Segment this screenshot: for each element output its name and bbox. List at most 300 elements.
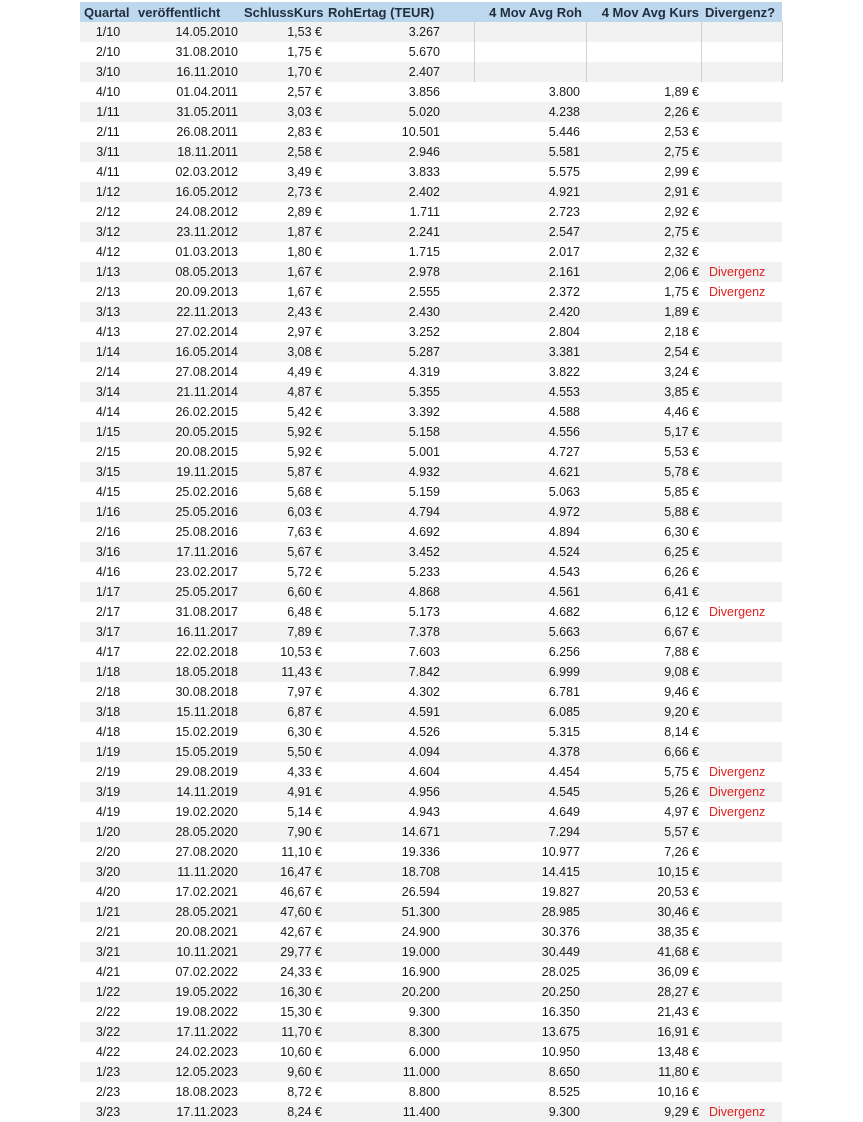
cell-veroeffentlicht[interactable]: 17.11.2022 (136, 1022, 242, 1042)
cell-mov-avg-roh[interactable]: 2.017 (474, 242, 586, 262)
cell-veroeffentlicht[interactable]: 20.08.2021 (136, 922, 242, 942)
cell-veroeffentlicht[interactable]: 02.03.2012 (136, 162, 242, 182)
cell-quartal[interactable]: 1/13 (80, 262, 136, 282)
cell-schlusskurs[interactable]: 5,87 € (242, 462, 326, 482)
cell-empty[interactable] (444, 662, 474, 682)
cell-mov-avg-kurs[interactable]: 16,91 € (586, 1022, 701, 1042)
cell-mov-avg-kurs[interactable]: 9,46 € (586, 682, 701, 702)
cell-rohertrag[interactable]: 5.158 (326, 422, 444, 442)
cell-veroeffentlicht[interactable]: 23.02.2017 (136, 562, 242, 582)
cell-veroeffentlicht[interactable]: 24.02.2023 (136, 1042, 242, 1062)
cell-divergenz[interactable] (701, 322, 782, 342)
cell-divergenz[interactable] (701, 82, 782, 102)
cell-quartal[interactable]: 1/22 (80, 982, 136, 1002)
cell-mov-avg-roh[interactable]: 4.921 (474, 182, 586, 202)
cell-schlusskurs[interactable]: 11,70 € (242, 1022, 326, 1042)
cell-empty[interactable] (444, 1082, 474, 1102)
cell-empty[interactable] (444, 722, 474, 742)
cell-quartal[interactable]: 3/20 (80, 862, 136, 882)
cell-mov-avg-roh[interactable]: 16.350 (474, 1002, 586, 1022)
cell-schlusskurs[interactable]: 46,67 € (242, 882, 326, 902)
cell-schlusskurs[interactable]: 1,87 € (242, 222, 326, 242)
cell-mov-avg-roh[interactable]: 14.415 (474, 862, 586, 882)
cell-rohertrag[interactable]: 18.708 (326, 862, 444, 882)
cell-rohertrag[interactable]: 4.943 (326, 802, 444, 822)
cell-divergenz[interactable] (701, 462, 782, 482)
cell-quartal[interactable]: 2/21 (80, 922, 136, 942)
cell-divergenz[interactable] (701, 702, 782, 722)
cell-rohertrag[interactable]: 3.856 (326, 82, 444, 102)
cell-mov-avg-kurs[interactable]: 2,91 € (586, 182, 701, 202)
cell-veroeffentlicht[interactable]: 17.11.2016 (136, 542, 242, 562)
cell-divergenz[interactable] (701, 582, 782, 602)
cell-mov-avg-roh[interactable]: 28.985 (474, 902, 586, 922)
cell-rohertrag[interactable]: 2.555 (326, 282, 444, 302)
cell-quartal[interactable]: 4/20 (80, 882, 136, 902)
cell-empty[interactable] (444, 902, 474, 922)
cell-veroeffentlicht[interactable]: 30.08.2018 (136, 682, 242, 702)
cell-schlusskurs[interactable]: 3,03 € (242, 102, 326, 122)
cell-mov-avg-roh[interactable]: 4.524 (474, 542, 586, 562)
cell-veroeffentlicht[interactable]: 08.05.2013 (136, 262, 242, 282)
header-quartal[interactable]: Quartal (80, 2, 136, 22)
cell-mov-avg-kurs[interactable]: 8,14 € (586, 722, 701, 742)
cell-divergenz[interactable] (701, 502, 782, 522)
cell-quartal[interactable]: 2/16 (80, 522, 136, 542)
cell-veroeffentlicht[interactable]: 14.05.2010 (136, 22, 242, 42)
cell-veroeffentlicht[interactable]: 11.11.2020 (136, 862, 242, 882)
cell-veroeffentlicht[interactable]: 25.05.2016 (136, 502, 242, 522)
cell-rohertrag[interactable]: 19.000 (326, 942, 444, 962)
cell-rohertrag[interactable]: 4.956 (326, 782, 444, 802)
cell-quartal[interactable]: 1/16 (80, 502, 136, 522)
cell-veroeffentlicht[interactable]: 19.11.2015 (136, 462, 242, 482)
cell-veroeffentlicht[interactable]: 25.08.2016 (136, 522, 242, 542)
cell-schlusskurs[interactable]: 9,60 € (242, 1062, 326, 1082)
cell-rohertrag[interactable]: 8.300 (326, 1022, 444, 1042)
cell-quartal[interactable]: 2/19 (80, 762, 136, 782)
cell-schlusskurs[interactable]: 2,57 € (242, 82, 326, 102)
cell-veroeffentlicht[interactable]: 25.02.2016 (136, 482, 242, 502)
cell-quartal[interactable]: 4/15 (80, 482, 136, 502)
cell-empty[interactable] (444, 462, 474, 482)
cell-rohertrag[interactable]: 3.252 (326, 322, 444, 342)
cell-rohertrag[interactable]: 14.671 (326, 822, 444, 842)
cell-rohertrag[interactable]: 4.302 (326, 682, 444, 702)
cell-empty[interactable] (444, 502, 474, 522)
cell-divergenz[interactable] (701, 682, 782, 702)
header-mov-avg-kurs[interactable]: 4 Mov Avg Kurs (586, 2, 701, 22)
cell-veroeffentlicht[interactable]: 31.08.2010 (136, 42, 242, 62)
cell-empty[interactable] (444, 222, 474, 242)
cell-rohertrag[interactable]: 5.287 (326, 342, 444, 362)
cell-divergenz[interactable] (701, 22, 782, 42)
cell-empty[interactable] (444, 282, 474, 302)
cell-schlusskurs[interactable]: 2,89 € (242, 202, 326, 222)
cell-mov-avg-roh[interactable]: 4.727 (474, 442, 586, 462)
cell-empty[interactable] (444, 622, 474, 642)
cell-schlusskurs[interactable]: 16,47 € (242, 862, 326, 882)
cell-quartal[interactable]: 4/22 (80, 1042, 136, 1062)
cell-schlusskurs[interactable]: 8,24 € (242, 1102, 326, 1122)
cell-mov-avg-kurs[interactable]: 30,46 € (586, 902, 701, 922)
cell-mov-avg-kurs[interactable]: 9,08 € (586, 662, 701, 682)
cell-rohertrag[interactable]: 4.692 (326, 522, 444, 542)
cell-schlusskurs[interactable]: 6,30 € (242, 722, 326, 742)
cell-quartal[interactable]: 2/10 (80, 42, 136, 62)
cell-veroeffentlicht[interactable]: 18.08.2023 (136, 1082, 242, 1102)
cell-mov-avg-roh[interactable]: 28.025 (474, 962, 586, 982)
header-mov-avg-roh[interactable]: 4 Mov Avg Roh (474, 2, 586, 22)
cell-divergenz[interactable] (701, 642, 782, 662)
cell-mov-avg-roh[interactable]: 10.977 (474, 842, 586, 862)
cell-divergenz[interactable] (701, 1022, 782, 1042)
cell-veroeffentlicht[interactable]: 28.05.2021 (136, 902, 242, 922)
cell-veroeffentlicht[interactable]: 22.02.2018 (136, 642, 242, 662)
cell-quartal[interactable]: 3/10 (80, 62, 136, 82)
cell-empty[interactable] (444, 862, 474, 882)
cell-veroeffentlicht[interactable]: 15.02.2019 (136, 722, 242, 742)
cell-rohertrag[interactable]: 4.794 (326, 502, 444, 522)
cell-divergenz[interactable] (701, 622, 782, 642)
cell-schlusskurs[interactable]: 5,42 € (242, 402, 326, 422)
cell-divergenz[interactable] (701, 1082, 782, 1102)
cell-veroeffentlicht[interactable]: 19.05.2022 (136, 982, 242, 1002)
cell-empty[interactable] (444, 1002, 474, 1022)
cell-quartal[interactable]: 2/15 (80, 442, 136, 462)
cell-schlusskurs[interactable]: 4,91 € (242, 782, 326, 802)
cell-mov-avg-roh[interactable]: 4.553 (474, 382, 586, 402)
cell-mov-avg-roh[interactable] (474, 22, 586, 42)
cell-rohertrag[interactable]: 8.800 (326, 1082, 444, 1102)
cell-rohertrag[interactable]: 5.159 (326, 482, 444, 502)
cell-schlusskurs[interactable]: 24,33 € (242, 962, 326, 982)
cell-divergenz[interactable]: Divergenz (701, 282, 782, 302)
cell-empty[interactable] (444, 22, 474, 42)
cell-rohertrag[interactable]: 51.300 (326, 902, 444, 922)
cell-schlusskurs[interactable]: 6,48 € (242, 602, 326, 622)
cell-mov-avg-kurs[interactable]: 6,25 € (586, 542, 701, 562)
cell-empty[interactable] (444, 1042, 474, 1062)
cell-rohertrag[interactable]: 4.591 (326, 702, 444, 722)
cell-quartal[interactable]: 1/10 (80, 22, 136, 42)
cell-mov-avg-kurs[interactable]: 1,89 € (586, 302, 701, 322)
cell-quartal[interactable]: 4/12 (80, 242, 136, 262)
cell-divergenz[interactable] (701, 742, 782, 762)
cell-divergenz[interactable] (701, 722, 782, 742)
cell-quartal[interactable]: 1/14 (80, 342, 136, 362)
cell-mov-avg-roh[interactable]: 2.804 (474, 322, 586, 342)
cell-empty[interactable] (444, 982, 474, 1002)
cell-empty[interactable] (444, 82, 474, 102)
cell-mov-avg-roh[interactable]: 4.894 (474, 522, 586, 542)
cell-quartal[interactable]: 1/21 (80, 902, 136, 922)
cell-veroeffentlicht[interactable]: 17.11.2023 (136, 1102, 242, 1122)
cell-mov-avg-roh[interactable]: 30.449 (474, 942, 586, 962)
cell-mov-avg-roh[interactable]: 2.420 (474, 302, 586, 322)
cell-rohertrag[interactable]: 1.711 (326, 202, 444, 222)
cell-veroeffentlicht[interactable]: 20.08.2015 (136, 442, 242, 462)
cell-divergenz[interactable] (701, 562, 782, 582)
cell-rohertrag[interactable]: 5.355 (326, 382, 444, 402)
cell-mov-avg-roh[interactable]: 4.588 (474, 402, 586, 422)
cell-empty[interactable] (444, 842, 474, 862)
cell-quartal[interactable]: 3/21 (80, 942, 136, 962)
cell-quartal[interactable]: 4/14 (80, 402, 136, 422)
cell-empty[interactable] (444, 362, 474, 382)
cell-mov-avg-kurs[interactable]: 36,09 € (586, 962, 701, 982)
cell-mov-avg-kurs[interactable]: 7,26 € (586, 842, 701, 862)
cell-mov-avg-roh[interactable]: 5.063 (474, 482, 586, 502)
cell-rohertrag[interactable]: 5.020 (326, 102, 444, 122)
cell-veroeffentlicht[interactable]: 16.11.2010 (136, 62, 242, 82)
cell-quartal[interactable]: 4/21 (80, 962, 136, 982)
cell-divergenz[interactable] (701, 902, 782, 922)
cell-rohertrag[interactable]: 4.868 (326, 582, 444, 602)
cell-mov-avg-kurs[interactable]: 9,20 € (586, 702, 701, 722)
cell-mov-avg-roh[interactable]: 6.781 (474, 682, 586, 702)
cell-empty[interactable] (444, 602, 474, 622)
cell-schlusskurs[interactable]: 5,50 € (242, 742, 326, 762)
cell-divergenz[interactable] (701, 942, 782, 962)
cell-veroeffentlicht[interactable]: 01.03.2013 (136, 242, 242, 262)
cell-schlusskurs[interactable]: 29,77 € (242, 942, 326, 962)
header-divergenz[interactable]: Divergenz? (701, 2, 782, 22)
cell-veroeffentlicht[interactable]: 31.05.2011 (136, 102, 242, 122)
cell-divergenz[interactable] (701, 142, 782, 162)
cell-schlusskurs[interactable]: 7,63 € (242, 522, 326, 542)
cell-mov-avg-kurs[interactable]: 2,75 € (586, 222, 701, 242)
cell-quartal[interactable]: 1/15 (80, 422, 136, 442)
cell-divergenz[interactable] (701, 162, 782, 182)
cell-empty[interactable] (444, 762, 474, 782)
cell-empty[interactable] (444, 162, 474, 182)
cell-quartal[interactable]: 2/17 (80, 602, 136, 622)
cell-empty[interactable] (444, 562, 474, 582)
cell-mov-avg-roh[interactable]: 3.800 (474, 82, 586, 102)
cell-rohertrag[interactable]: 4.932 (326, 462, 444, 482)
cell-divergenz[interactable] (701, 302, 782, 322)
cell-schlusskurs[interactable]: 1,67 € (242, 262, 326, 282)
cell-schlusskurs[interactable]: 16,30 € (242, 982, 326, 1002)
cell-mov-avg-roh[interactable]: 4.454 (474, 762, 586, 782)
cell-schlusskurs[interactable]: 5,92 € (242, 422, 326, 442)
cell-veroeffentlicht[interactable]: 27.08.2014 (136, 362, 242, 382)
cell-rohertrag[interactable]: 7.842 (326, 662, 444, 682)
header-empty[interactable] (444, 2, 474, 22)
cell-empty[interactable] (444, 882, 474, 902)
cell-veroeffentlicht[interactable]: 07.02.2022 (136, 962, 242, 982)
cell-quartal[interactable]: 4/10 (80, 82, 136, 102)
cell-mov-avg-roh[interactable]: 5.446 (474, 122, 586, 142)
cell-mov-avg-roh[interactable]: 2.723 (474, 202, 586, 222)
cell-rohertrag[interactable]: 5.233 (326, 562, 444, 582)
cell-divergenz[interactable] (701, 862, 782, 882)
cell-rohertrag[interactable]: 19.336 (326, 842, 444, 862)
cell-empty[interactable] (444, 642, 474, 662)
cell-empty[interactable] (444, 122, 474, 142)
cell-empty[interactable] (444, 542, 474, 562)
cell-mov-avg-roh[interactable]: 4.682 (474, 602, 586, 622)
cell-mov-avg-roh[interactable]: 2.161 (474, 262, 586, 282)
cell-schlusskurs[interactable]: 8,72 € (242, 1082, 326, 1102)
cell-schlusskurs[interactable]: 10,60 € (242, 1042, 326, 1062)
cell-mov-avg-kurs[interactable]: 38,35 € (586, 922, 701, 942)
cell-mov-avg-roh[interactable]: 4.378 (474, 742, 586, 762)
cell-quartal[interactable]: 4/11 (80, 162, 136, 182)
cell-rohertrag[interactable]: 1.715 (326, 242, 444, 262)
cell-quartal[interactable]: 3/22 (80, 1022, 136, 1042)
cell-divergenz[interactable] (701, 982, 782, 1002)
cell-mov-avg-roh[interactable]: 7.294 (474, 822, 586, 842)
cell-rohertrag[interactable]: 5.173 (326, 602, 444, 622)
cell-veroeffentlicht[interactable]: 10.11.2021 (136, 942, 242, 962)
cell-mov-avg-kurs[interactable]: 2,32 € (586, 242, 701, 262)
cell-mov-avg-kurs[interactable]: 2,92 € (586, 202, 701, 222)
cell-quartal[interactable]: 4/18 (80, 722, 136, 742)
cell-empty[interactable] (444, 742, 474, 762)
cell-quartal[interactable]: 3/12 (80, 222, 136, 242)
cell-mov-avg-roh[interactable]: 2.372 (474, 282, 586, 302)
cell-mov-avg-kurs[interactable]: 3,85 € (586, 382, 701, 402)
cell-schlusskurs[interactable]: 11,10 € (242, 842, 326, 862)
cell-mov-avg-kurs[interactable]: 6,12 € (586, 602, 701, 622)
cell-schlusskurs[interactable]: 1,80 € (242, 242, 326, 262)
cell-mov-avg-roh[interactable]: 6.999 (474, 662, 586, 682)
cell-veroeffentlicht[interactable]: 26.08.2011 (136, 122, 242, 142)
cell-empty[interactable] (444, 382, 474, 402)
cell-divergenz[interactable] (701, 442, 782, 462)
cell-veroeffentlicht[interactable]: 24.08.2012 (136, 202, 242, 222)
cell-mov-avg-kurs[interactable]: 5,57 € (586, 822, 701, 842)
cell-quartal[interactable]: 1/23 (80, 1062, 136, 1082)
cell-quartal[interactable]: 1/11 (80, 102, 136, 122)
cell-mov-avg-kurs[interactable]: 1,89 € (586, 82, 701, 102)
cell-mov-avg-kurs[interactable]: 2,99 € (586, 162, 701, 182)
cell-rohertrag[interactable]: 3.392 (326, 402, 444, 422)
cell-rohertrag[interactable]: 20.200 (326, 982, 444, 1002)
cell-schlusskurs[interactable]: 5,14 € (242, 802, 326, 822)
cell-divergenz[interactable] (701, 202, 782, 222)
cell-divergenz[interactable] (701, 222, 782, 242)
cell-mov-avg-kurs[interactable]: 5,53 € (586, 442, 701, 462)
cell-schlusskurs[interactable]: 4,49 € (242, 362, 326, 382)
cell-mov-avg-kurs[interactable]: 2,06 € (586, 262, 701, 282)
cell-mov-avg-roh[interactable]: 5.663 (474, 622, 586, 642)
cell-divergenz[interactable] (701, 402, 782, 422)
cell-rohertrag[interactable]: 2.946 (326, 142, 444, 162)
cell-quartal[interactable]: 3/11 (80, 142, 136, 162)
cell-mov-avg-kurs[interactable]: 6,67 € (586, 622, 701, 642)
cell-veroeffentlicht[interactable]: 20.05.2015 (136, 422, 242, 442)
cell-quartal[interactable]: 2/13 (80, 282, 136, 302)
cell-schlusskurs[interactable]: 2,43 € (242, 302, 326, 322)
cell-rohertrag[interactable]: 2.407 (326, 62, 444, 82)
cell-divergenz[interactable] (701, 122, 782, 142)
cell-divergenz[interactable] (701, 482, 782, 502)
cell-veroeffentlicht[interactable]: 19.02.2020 (136, 802, 242, 822)
cell-schlusskurs[interactable]: 7,97 € (242, 682, 326, 702)
cell-quartal[interactable]: 1/20 (80, 822, 136, 842)
cell-mov-avg-roh[interactable]: 8.650 (474, 1062, 586, 1082)
cell-veroeffentlicht[interactable]: 28.05.2020 (136, 822, 242, 842)
cell-quartal[interactable]: 3/19 (80, 782, 136, 802)
cell-quartal[interactable]: 1/12 (80, 182, 136, 202)
cell-rohertrag[interactable]: 2.241 (326, 222, 444, 242)
cell-empty[interactable] (444, 202, 474, 222)
cell-empty[interactable] (444, 1102, 474, 1122)
header-rohertrag[interactable]: RohErtag (TEUR) (326, 2, 444, 22)
cell-divergenz[interactable] (701, 422, 782, 442)
cell-divergenz[interactable] (701, 1062, 782, 1082)
cell-rohertrag[interactable]: 3.833 (326, 162, 444, 182)
cell-mov-avg-roh[interactable]: 10.950 (474, 1042, 586, 1062)
cell-rohertrag[interactable]: 4.094 (326, 742, 444, 762)
cell-veroeffentlicht[interactable]: 15.05.2019 (136, 742, 242, 762)
cell-mov-avg-kurs[interactable]: 41,68 € (586, 942, 701, 962)
cell-mov-avg-kurs[interactable]: 21,43 € (586, 1002, 701, 1022)
cell-mov-avg-kurs[interactable]: 5,78 € (586, 462, 701, 482)
cell-divergenz[interactable]: Divergenz (701, 602, 782, 622)
cell-rohertrag[interactable]: 16.900 (326, 962, 444, 982)
cell-mov-avg-roh[interactable]: 4.238 (474, 102, 586, 122)
cell-rohertrag[interactable]: 9.300 (326, 1002, 444, 1022)
cell-mov-avg-roh[interactable]: 4.649 (474, 802, 586, 822)
cell-rohertrag[interactable]: 2.430 (326, 302, 444, 322)
cell-rohertrag[interactable]: 5.670 (326, 42, 444, 62)
cell-veroeffentlicht[interactable]: 18.11.2011 (136, 142, 242, 162)
cell-rohertrag[interactable]: 11.000 (326, 1062, 444, 1082)
cell-schlusskurs[interactable]: 7,89 € (242, 622, 326, 642)
header-veroeffentlicht[interactable]: veröffentlicht (136, 2, 242, 22)
cell-mov-avg-kurs[interactable]: 2,26 € (586, 102, 701, 122)
cell-empty[interactable] (444, 922, 474, 942)
cell-schlusskurs[interactable]: 4,33 € (242, 762, 326, 782)
cell-rohertrag[interactable]: 4.319 (326, 362, 444, 382)
cell-veroeffentlicht[interactable]: 12.05.2023 (136, 1062, 242, 1082)
cell-quartal[interactable]: 1/18 (80, 662, 136, 682)
cell-mov-avg-kurs[interactable] (586, 42, 701, 62)
cell-divergenz[interactable] (701, 962, 782, 982)
cell-mov-avg-roh[interactable]: 6.256 (474, 642, 586, 662)
cell-empty[interactable] (444, 322, 474, 342)
cell-mov-avg-kurs[interactable]: 6,30 € (586, 522, 701, 542)
cell-schlusskurs[interactable]: 10,53 € (242, 642, 326, 662)
cell-divergenz[interactable] (701, 662, 782, 682)
cell-mov-avg-roh[interactable]: 4.556 (474, 422, 586, 442)
cell-mov-avg-kurs[interactable]: 9,29 € (586, 1102, 701, 1122)
cell-veroeffentlicht[interactable]: 27.02.2014 (136, 322, 242, 342)
cell-veroeffentlicht[interactable]: 15.11.2018 (136, 702, 242, 722)
cell-mov-avg-roh[interactable]: 20.250 (474, 982, 586, 1002)
cell-mov-avg-kurs[interactable]: 5,75 € (586, 762, 701, 782)
cell-quartal[interactable]: 2/22 (80, 1002, 136, 1022)
cell-divergenz[interactable]: Divergenz (701, 762, 782, 782)
cell-veroeffentlicht[interactable]: 27.08.2020 (136, 842, 242, 862)
cell-mov-avg-kurs[interactable]: 5,26 € (586, 782, 701, 802)
cell-mov-avg-roh[interactable]: 19.827 (474, 882, 586, 902)
cell-divergenz[interactable] (701, 1042, 782, 1062)
cell-mov-avg-kurs[interactable]: 5,17 € (586, 422, 701, 442)
cell-mov-avg-roh[interactable]: 13.675 (474, 1022, 586, 1042)
cell-divergenz[interactable] (701, 62, 782, 82)
cell-quartal[interactable]: 2/14 (80, 362, 136, 382)
cell-divergenz[interactable] (701, 362, 782, 382)
cell-divergenz[interactable] (701, 842, 782, 862)
cell-divergenz[interactable] (701, 1002, 782, 1022)
cell-schlusskurs[interactable]: 2,73 € (242, 182, 326, 202)
cell-mov-avg-roh[interactable]: 3.822 (474, 362, 586, 382)
